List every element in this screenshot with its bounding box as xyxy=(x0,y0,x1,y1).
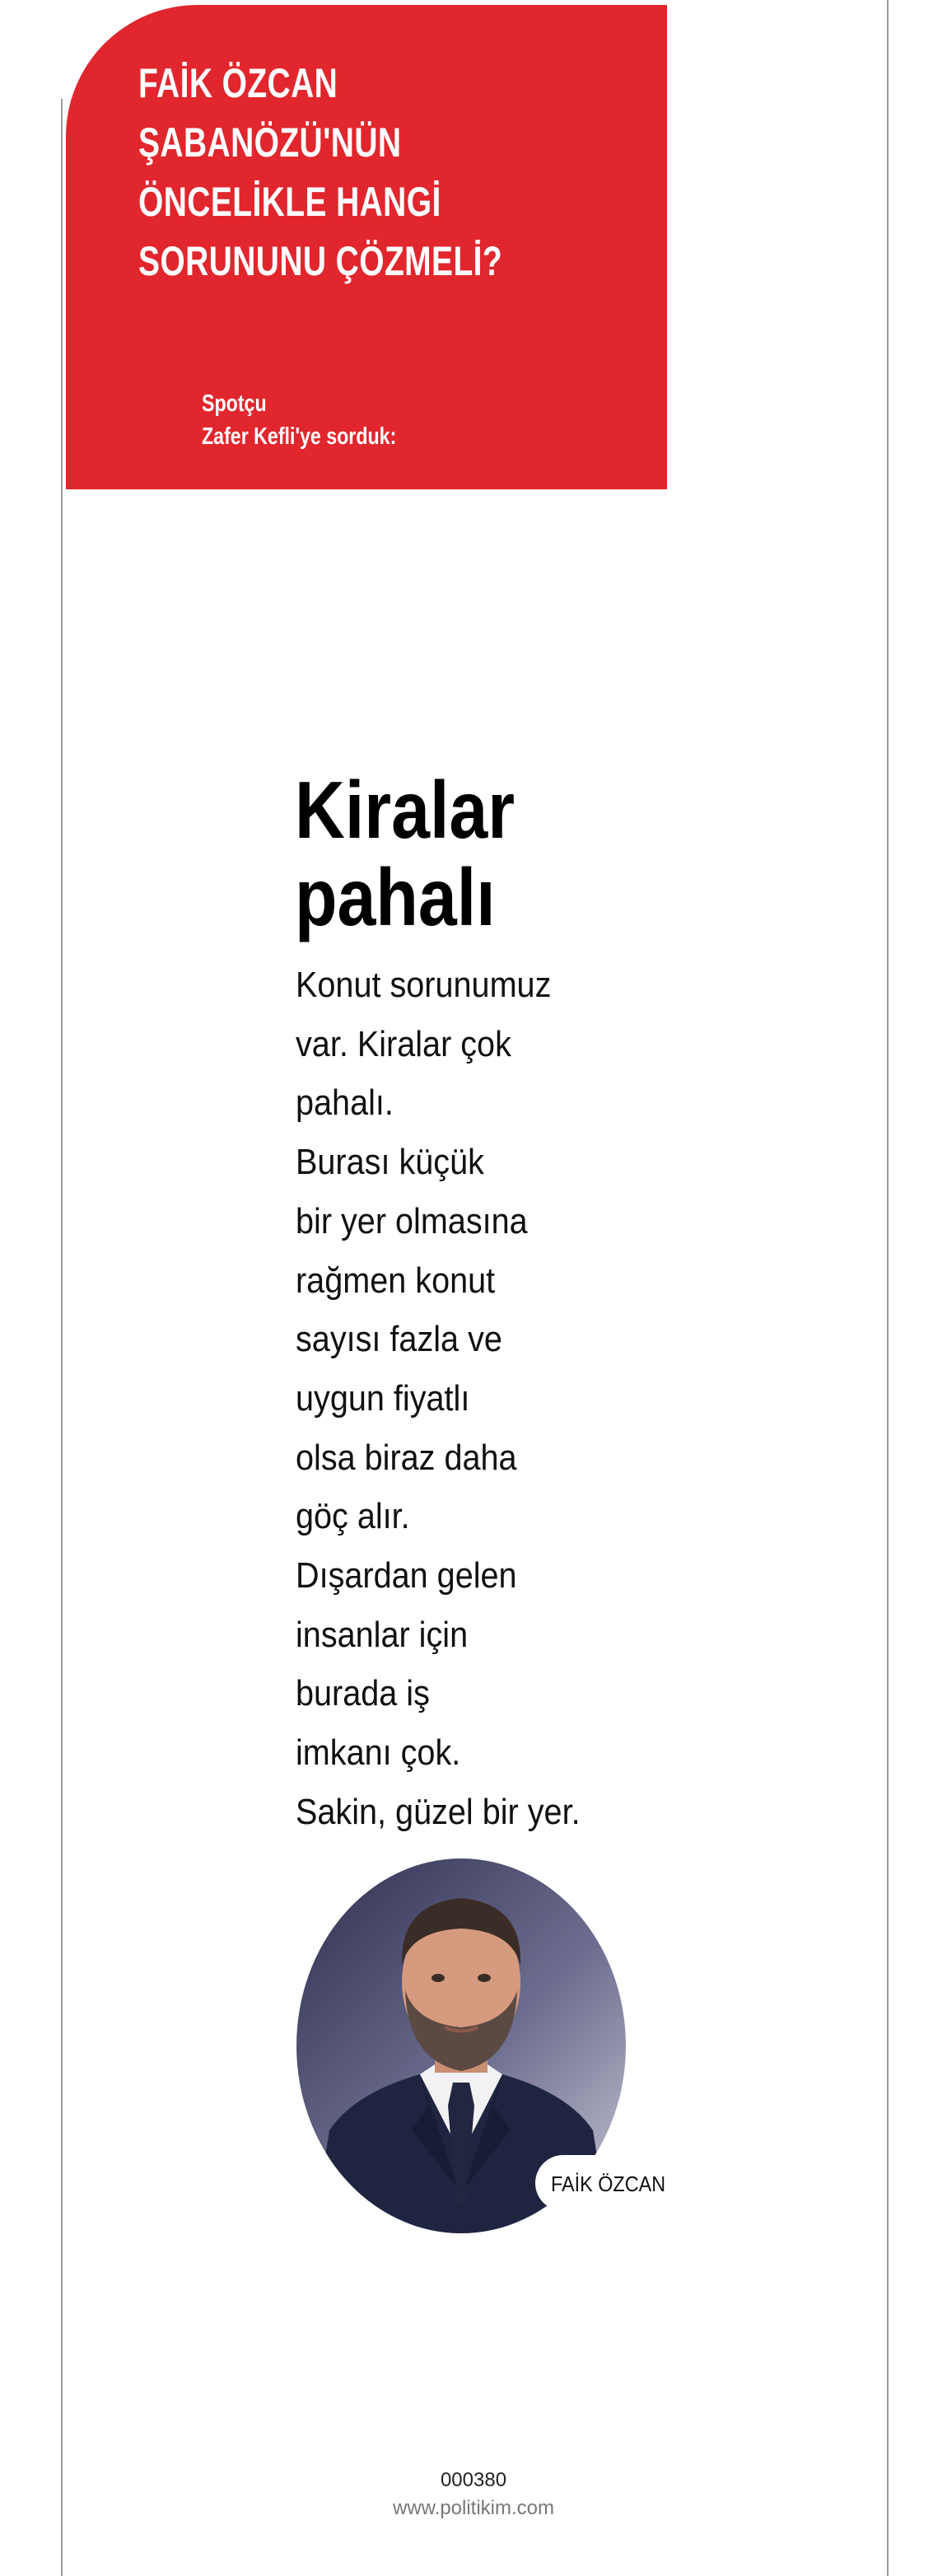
body-line: insanlar için xyxy=(296,1614,469,1655)
body-line: sayısı fazla ve xyxy=(296,1319,502,1360)
body-line: pahalı. xyxy=(296,1082,394,1124)
header-title-line: FAİK ÖZCAN xyxy=(138,60,338,106)
article-headline xyxy=(295,766,515,941)
headline-line: pahalı xyxy=(295,852,496,942)
body-line: Sakin, güzel bir yer. xyxy=(296,1791,581,1832)
footer-code: 000380 xyxy=(440,2469,507,2491)
body-line: bir yer olmasına xyxy=(296,1200,528,1241)
headline-line: Kiralar xyxy=(295,764,515,855)
header-subtitle xyxy=(202,387,396,453)
body-line: burada iş xyxy=(296,1673,430,1714)
header-title-line: ŞABANÖZÜ'NÜN xyxy=(138,119,402,166)
right-border-line xyxy=(887,0,889,2576)
body-line: var. Kiralar çok xyxy=(296,1023,511,1064)
left-border-line xyxy=(61,99,63,2576)
body-line: göç alır. xyxy=(296,1496,410,1537)
footer-site: www.politikim.com xyxy=(392,2497,555,2519)
person-name: FAİK ÖZCAN xyxy=(551,2172,666,2196)
body-line: rağmen konut xyxy=(296,1260,496,1301)
header-subtitle-line: Spotçu xyxy=(202,390,267,417)
header-title-line: ÖNCELİKLE HANGİ xyxy=(138,179,441,225)
article-body xyxy=(296,956,581,1842)
body-line: olsa biraz daha xyxy=(296,1437,517,1478)
header-subtitle-line: Zafer Kefli'ye sorduk: xyxy=(202,423,397,450)
body-line: imkanı çok. xyxy=(296,1732,461,1774)
header-title xyxy=(138,54,503,291)
body-line: uygun fiyatlı xyxy=(296,1377,470,1419)
header-title-line: SORUNUNU ÇÖZMELİ? xyxy=(138,238,503,284)
body-line: Konut sorunumuz xyxy=(296,965,552,1005)
body-line: Dışardan gelen xyxy=(296,1555,517,1597)
body-line: Burası küçük xyxy=(296,1142,484,1183)
